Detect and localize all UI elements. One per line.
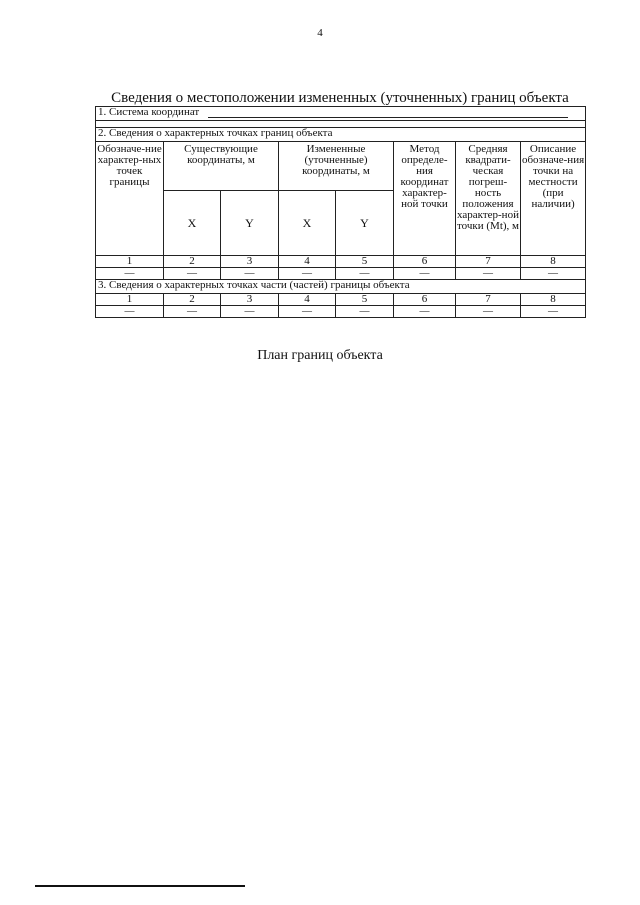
header-existing-x: X xyxy=(164,191,221,256)
header-changed-coordinates: Измененные (уточненные) координаты, м xyxy=(279,142,394,191)
column-number: 5 xyxy=(336,256,394,268)
table-cell: — xyxy=(96,268,164,280)
table-cell: — xyxy=(164,268,221,280)
header-changed-y: Y xyxy=(336,191,394,256)
column-number: 6 xyxy=(394,294,456,306)
table-cell: — xyxy=(221,306,279,318)
coordinate-system-label: 1. Система координат xyxy=(98,106,200,118)
section-3-heading: 3. Сведения о характерных точках части (частей) границы объекта xyxy=(96,280,586,294)
table-cell: — xyxy=(394,268,456,280)
column-number: 3 xyxy=(221,294,279,306)
header-existing-coordinates: Существующие координаты, м xyxy=(164,142,279,191)
column-numbers-row xyxy=(96,294,586,306)
header-existing-y: Y xyxy=(221,191,279,256)
table-cell: — xyxy=(164,306,221,318)
header-changed-x: X xyxy=(279,191,336,256)
table-cell: — xyxy=(456,306,521,318)
column-number: 5 xyxy=(336,294,394,306)
column-number: 1 xyxy=(96,256,164,268)
column-number: 2 xyxy=(164,294,221,306)
section-2-heading: 2. Сведения о характерных точках границ объекта xyxy=(96,128,586,142)
column-number: 7 xyxy=(456,256,521,268)
table-cell: — xyxy=(336,268,394,280)
table-cell: — xyxy=(521,306,586,318)
column-number: 4 xyxy=(279,256,336,268)
column-number: 2 xyxy=(164,256,221,268)
boundary-points-table xyxy=(95,106,586,318)
table-cell: — xyxy=(394,306,456,318)
coordinate-system-row xyxy=(96,107,586,121)
table-row xyxy=(96,306,586,318)
table-cell: — xyxy=(279,268,336,280)
table-cell: — xyxy=(456,268,521,280)
document-title: Сведения о местоположении измененных (уточненных) границ объекта xyxy=(111,90,569,106)
column-number: 4 xyxy=(279,294,336,306)
table-cell: — xyxy=(221,268,279,280)
header-point-description: Описание обозначе-ния точки на местности (при наличии) xyxy=(521,142,586,256)
header-point-designation: Обозначе-ние характер-ных точек границы xyxy=(96,142,164,256)
table-cell: — xyxy=(279,306,336,318)
table-cell: — xyxy=(336,306,394,318)
column-numbers-row xyxy=(96,256,586,268)
table-row xyxy=(96,268,586,280)
table-cell: — xyxy=(96,306,164,318)
header-mean-square-error: Средняя квадрати-ческая погреш-ность положения характер-ной точки (Mt), м xyxy=(456,142,521,256)
coordinate-system-field xyxy=(208,108,568,118)
column-number: 6 xyxy=(394,256,456,268)
column-number: 1 xyxy=(96,294,164,306)
page-number: 4 xyxy=(317,27,323,39)
column-number: 3 xyxy=(221,256,279,268)
header-method: Метод определе-ния координат характер-ной точки xyxy=(394,142,456,256)
column-number: 7 xyxy=(456,294,521,306)
plan-title: План границ объекта xyxy=(257,348,383,363)
column-number: 8 xyxy=(521,256,586,268)
table-cell: — xyxy=(521,268,586,280)
footnote-divider xyxy=(35,885,245,887)
column-number: 8 xyxy=(521,294,586,306)
